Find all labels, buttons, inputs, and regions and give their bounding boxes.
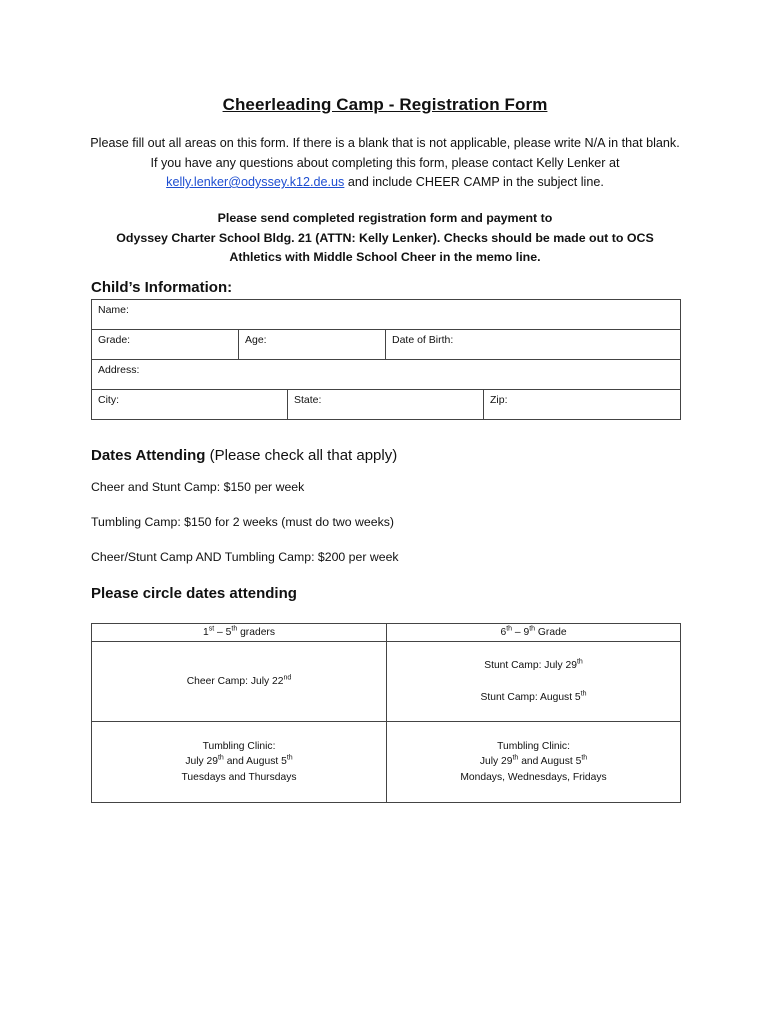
hdr1-post: – 5 bbox=[214, 626, 232, 638]
option-cheer-stunt[interactable]: Cheer and Stunt Camp: $150 per week bbox=[91, 480, 305, 494]
tumbling-right-title: Tumbling Clinic: bbox=[497, 740, 570, 752]
hdr2-sup2: th bbox=[529, 625, 536, 633]
form-title: Cheerleading Camp - Registration Form bbox=[222, 95, 548, 114]
send-line-1: Please send completed registration form and payment to bbox=[217, 211, 553, 225]
state-field[interactable] bbox=[288, 390, 484, 420]
tr-pre: July 29 bbox=[479, 756, 513, 768]
age-field[interactable] bbox=[239, 330, 386, 360]
cheer-camp-text: Cheer Camp: July 22 bbox=[186, 675, 284, 687]
tumbling-right-days: Mondays, Wednesdays, Fridays bbox=[460, 771, 607, 783]
tl-mid: and August 5 bbox=[223, 756, 287, 768]
hdr2-pre: 6 bbox=[500, 626, 507, 638]
stunt-camp-august[interactable] bbox=[480, 692, 586, 703]
tumbling-left-days: Tuesdays and Thursdays bbox=[181, 771, 297, 783]
zip-label: Zip: bbox=[490, 394, 508, 406]
grade-label: Grade: bbox=[98, 334, 131, 346]
cheer-camp-sup: nd bbox=[283, 674, 292, 682]
dob-label: Date of Birth: bbox=[392, 334, 454, 346]
name-label: Name: bbox=[98, 304, 129, 316]
zip-field[interactable] bbox=[484, 390, 681, 420]
stunt-camp-2-text: Stunt Camp: August 5 bbox=[480, 691, 581, 703]
tr-sup: th bbox=[512, 754, 519, 762]
option-tumbling[interactable]: Tumbling Camp: $150 for 2 weeks (must do two weeks) bbox=[91, 515, 394, 529]
tr-mid: and August 5 bbox=[518, 756, 582, 768]
circle-dates-heading: Please circle dates attending bbox=[91, 585, 297, 602]
hdr2-post: – 9 bbox=[512, 626, 530, 638]
tl-pre: July 29 bbox=[185, 756, 218, 768]
dates-attending-title: Dates Attending bbox=[91, 447, 206, 464]
tl-sup2: th bbox=[286, 754, 293, 762]
state-label: State: bbox=[294, 394, 322, 406]
option-combined[interactable]: Cheer/Stunt Camp AND Tumbling Camp: $200 per week bbox=[91, 550, 399, 564]
name-field[interactable] bbox=[92, 300, 681, 330]
tumbling-right-dates bbox=[391, 754, 676, 770]
address-field[interactable] bbox=[92, 360, 681, 390]
send-line-2: Odyssey Charter School Bldg. 21 (ATTN: Kelly Lenker). Checks should be made out to OCS bbox=[116, 230, 654, 245]
hdr2-sup: th bbox=[506, 625, 513, 633]
address-label: Address: bbox=[98, 364, 140, 376]
grade-field[interactable] bbox=[92, 330, 239, 360]
hdr1-pre: 1 bbox=[203, 626, 209, 638]
stunt-camp-july[interactable] bbox=[484, 660, 583, 671]
header-grades-1-5 bbox=[92, 624, 387, 642]
hdr2-tail: Grade bbox=[535, 626, 567, 638]
age-label: Age: bbox=[245, 334, 267, 346]
intro-text-end: and include CHEER CAMP in the subject line. bbox=[347, 175, 604, 189]
tr-sup2: th bbox=[581, 754, 588, 762]
hdr1-sup: st bbox=[208, 625, 215, 633]
city-field[interactable] bbox=[92, 390, 288, 420]
circle-dates-table bbox=[91, 623, 681, 803]
hdr1-sup2: th bbox=[231, 625, 238, 633]
cheer-camp-cell[interactable] bbox=[92, 642, 387, 722]
child-info-heading: Child’s Information: bbox=[91, 279, 233, 296]
hdr1-tail: graders bbox=[237, 626, 275, 638]
dob-field[interactable] bbox=[386, 330, 681, 360]
dates-attending-heading bbox=[91, 447, 397, 464]
stunt-camp-cell[interactable] bbox=[387, 642, 681, 722]
city-label: City: bbox=[98, 394, 119, 406]
stunt-camp-1-text: Stunt Camp: July 29 bbox=[484, 660, 577, 671]
tumbling-clinic-left-cell[interactable] bbox=[92, 722, 387, 803]
tl-sup: th bbox=[217, 754, 224, 762]
send-line-3: Athletics with Middle School Cheer in the memo line. bbox=[229, 250, 541, 264]
header-grades-6-9 bbox=[387, 624, 681, 642]
child-info-table bbox=[91, 299, 681, 420]
send-instructions bbox=[88, 209, 682, 268]
tumbling-left-title: Tumbling Clinic: bbox=[202, 740, 276, 752]
dates-attending-note: (Please check all that apply) bbox=[209, 447, 398, 464]
tumbling-clinic-right-cell[interactable] bbox=[387, 722, 681, 803]
stunt-camp-2-sup: th bbox=[580, 690, 587, 698]
intro-paragraph bbox=[88, 134, 682, 193]
stunt-camp-1-sup: th bbox=[576, 658, 583, 666]
tumbling-left-dates bbox=[96, 754, 382, 770]
intro-text: Please fill out all areas on this form. If there is a blank that is not applicable, please write N/A in that blank. If you have any questions about completing this form, please contact Kelly Lenker at bbox=[90, 136, 680, 170]
contact-email-link[interactable]: kelly.lenker@odyssey.k12.de.us bbox=[166, 175, 345, 189]
